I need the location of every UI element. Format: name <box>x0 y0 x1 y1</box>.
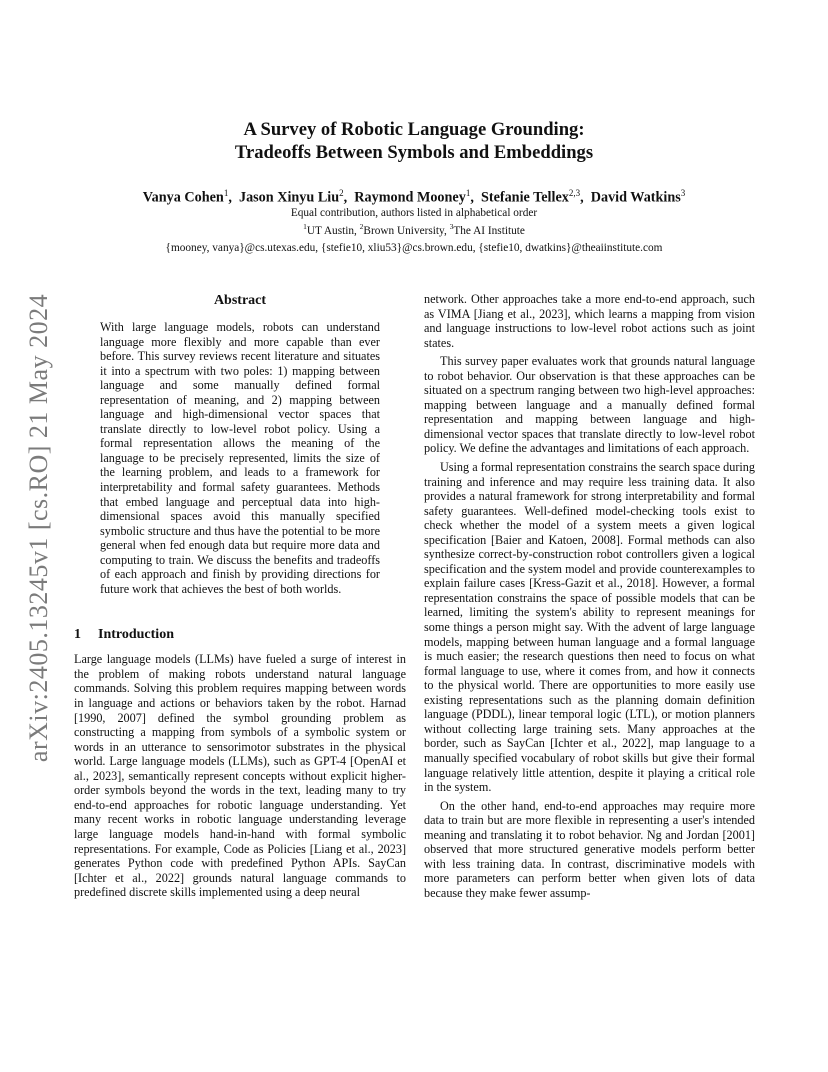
author-affiliation-mark: 1 <box>465 188 471 198</box>
author-emails: {mooney, vanya}@cs.utexas.edu, {stefie10, xliu53}@cs.brown.edu, {stefie10, dwatkins}@theaiinstitute.com <box>165 242 663 254</box>
section-title: Introduction <box>98 627 174 643</box>
author-affiliation-mark: 2,3 <box>568 188 581 198</box>
intro-paragraph-2: This survey paper evaluates work that grounds natural language to robot behavior. Our observation is that these approaches can be situated on a spectrum ranging between two high-level approaches: mapping between language and a manually defined formal representation and mapping between language and high-dimensional vector spaces that translate directly to low-level robot policy. We define the advantages and limitations of each approach. <box>424 354 755 456</box>
affiliation-name: The AI Institute <box>453 224 525 237</box>
left-column <box>74 292 406 900</box>
right-column <box>424 292 755 900</box>
author-list: Vanya Cohen$^1$, Jason Xinyu Liu$^2$, Raymond Mooney$^1$, Stefanie Tellex$^{2,3}$, David Watkins$^3$ <box>142 188 686 206</box>
arxiv-identifier <box>22 278 56 778</box>
intro-paragraph-1: Large language models (LLMs) have fueled a surge of interest in the problem of making robots understand natural language commands. Solving this problem requires mapping between words in language and actions or behaviors taken by the robot. Harnad [1990, 2007] defined the symbol grounding problem as constructing a mapping from symbols of a symbolic system or words in an utterance to sensorimotor substrates in the physical world. Large language models (LLMs), such as GPT-4 [OpenAI et al., 2023], semantically represent concepts without explicit higher-order symbols beyond the words in the text, leading many to try end-to-end approaches for robotic language understanding. Yet many recent works in robotic language understanding leverage large language models hand-in-hand with formal symbolic representations. For example, Code as Policies [Liang et al., 2023] generates Python code with predefined Python APIs. SayCan [Ichter et al., 2022] grounds natural language commands to predefined discrete skills implemented using a deep neural <box>74 652 406 900</box>
affiliation-number: 2 <box>359 222 364 231</box>
paper-title-line-1: A Survey of Robotic Language Grounding: <box>243 119 585 140</box>
author-name: Vanya Cohen <box>142 189 224 206</box>
author-notes <box>0 206 828 238</box>
author-name: Stefanie Tellex <box>480 189 569 206</box>
paper-title-line-2: Tradeoffs Between Symbols and Embeddings <box>234 142 594 163</box>
affiliation-number: 1 <box>303 222 307 231</box>
intro-paragraph-4: On the other hand, end-to-end approaches may require more data to train but are more flexible in representing a user's intended meaning and translating it to robot behavior. Ng and Jordan [2001] observed that more structured generative models perform better with less training data. In contrast, discriminative models with more parameters can perform better when given lots of data because they make fewer assump- <box>424 798 755 900</box>
affiliations: $^1$UT Austin, $^2$Brown University, $^3$The AI Institute <box>303 222 525 237</box>
author-name: David Watkins <box>590 189 681 206</box>
intro-paragraph-3: Using a formal representation constrains the search space during training and inference and may require less training data. It also provides a natural framework for strong interpretability and formal safety guarantees. Well-defined model-checking tools exist to check whether the model of a system meets a given logical specification [Baier and Katoen, 2008]. Formal methods can also synthesize correct-by-construction robot controllers given a logical specification and the system model and provide counterexamples to explain failure cases [Kress-Gazit et al., 2018]. However, a formal representation constrains the space of possible models that can be learned, limiting the system's ability to represent meanings for some things a person might say. With the advent of large language models, mapping between human language and a formal language is much easier; the research questions then need to focus on what formal language to use, where it comes from, and how it connects to the physical world. There are opportunities to more easily use existing representations such as the planning domain definition language (PDDL), linear temporal logic (LTL), or motion planners without collecting large training sets. Many approaches at the border, such as SayCan [Ichter et al., 2022], map language to a manually specified vocabulary of robot skills but give their formal language relatively little attention, despite it playing a critical role in the system. <box>424 460 755 795</box>
section-heading <box>74 626 406 644</box>
paper-title <box>0 118 828 164</box>
equal-contribution-note: Equal contribution, authors listed in alphabetical order <box>290 207 538 219</box>
author-affiliation-mark: 1 <box>223 188 229 198</box>
affiliation-name: Brown University <box>363 224 444 237</box>
affiliation-number: 3 <box>449 222 454 231</box>
author-name: Raymond Mooney <box>354 189 466 206</box>
author-affiliation-mark: 3 <box>680 188 686 198</box>
abstract-text: With large language models, robots can understand language more flexibly and more capable than ever before. This survey reviews recent literature and situates it into a spectrum with two poles: 1) mapping between language and some manually defined formal representation of meaning, and 2) mapping between language and high-dimensional vector spaces that translate directly to low-level robot policy. Using a formal representation allows the meaning of the language to be precisely represented, limits the size of the learning problem, and leads to a framework for interpretability and formal safety guarantees. Methods that embed language and perceptual data into high-dimensional spaces avoid this manually specified symbolic structure and thus have the potential to be more general when fed enough data but require more data and computing to train. We discuss the benefits and tradeoffs of each approach and finish by providing directions for future work that achieves the best of both worlds. <box>100 320 380 596</box>
arxiv-identifier-text: arXiv:2405.13245v1 [cs.RO] 21 May 2024 <box>24 293 53 763</box>
abstract-heading: Abstract <box>213 293 267 308</box>
author-name: Jason Xinyu Liu <box>238 189 340 206</box>
affiliation-name: UT Austin <box>306 224 355 237</box>
author-affiliation-mark: 2 <box>339 188 344 198</box>
section-number: 1 <box>74 627 81 643</box>
intro-paragraph-1-continued: network. Other approaches take a more end-to-end approach, such as VIMA [Jiang et al., 2023], which learns a mapping from vision and language instructions to low-level robot actions such as joint states. <box>424 292 755 350</box>
